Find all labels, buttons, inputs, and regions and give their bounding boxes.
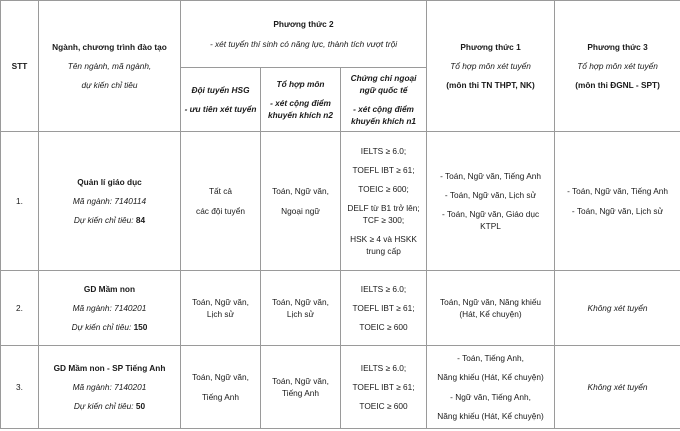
header-program-sub2: dự kiến chỉ tiêu	[81, 80, 138, 90]
header-tohop-sub: - xét cộng điểm khuyến khích n2	[267, 97, 333, 120]
row-tohop-line: Lịch sử	[286, 309, 315, 319]
row-tohop	[261, 346, 341, 429]
row-hsg-line: Lịch sử	[206, 309, 235, 319]
header-stt: STT	[1, 1, 39, 132]
header-pt1-sub2: (môn thi TN THPT, NK)	[446, 80, 535, 90]
row-cert-line: TOEFL IBT ≥ 61;	[352, 381, 415, 392]
row-cert-line: TOEFL IBT ≥ 61;	[352, 164, 415, 175]
row-pt1-line: KTPL	[480, 221, 501, 232]
header-certs-sub: - xét cộng điểm khuyến khích n1	[351, 104, 417, 127]
row-hsg	[181, 271, 261, 346]
row-program-code-text: Mã ngành: 7140114	[72, 195, 147, 206]
header-hsg-title: Đội tuyển HSG	[191, 84, 250, 95]
row-pt3-line: - Toán, Ngữ văn, Lịch sử	[571, 205, 664, 216]
header-hsg	[181, 68, 261, 132]
row-stt: 2.	[1, 271, 39, 346]
row-tohop-line: Toán, Ngữ văn,	[272, 296, 329, 307]
row-quota-label: Dự kiến chỉ tiêu:	[73, 215, 136, 225]
row-cert-line: TOEFL IBT ≥ 61;	[352, 302, 415, 313]
row-hsg-line: Tiếng Anh	[201, 391, 240, 402]
row-program-name: GD Mầm non - SP Tiếng Anh	[53, 362, 166, 373]
row-cert-line: IELTS ≥ 6.0;	[360, 283, 407, 294]
row-pt1-line: (Hát, Kể chuyện)	[459, 309, 522, 319]
row-quota-label: Dự kiến chỉ tiêu:	[71, 322, 134, 332]
header-pt3-title: Phương thức 3	[587, 41, 648, 52]
row-hsg-line: Toán, Ngữ văn,	[192, 296, 249, 307]
row-quota-value: 150	[133, 322, 148, 332]
header-pt1-title: Phương thức 1	[460, 41, 521, 52]
row-tohop-line: Ngoại ngữ	[281, 205, 320, 216]
row-cert-line: TOEIC ≥ 600	[359, 401, 408, 411]
row-pt3-line: Không xét tuyển	[587, 381, 648, 392]
row-program-code-text: Mã ngành: 7140201	[72, 381, 147, 392]
row-program-code-text: Mã ngành: 7140201	[72, 302, 147, 313]
row-cert-line: IELTS ≥ 6.0;	[360, 362, 407, 373]
header-tohop-title: Tổ hợp môn	[276, 78, 325, 89]
row-cert-line: HSK ≥ 4 và HSKK	[350, 234, 417, 245]
row-cert-line: trung cấp	[366, 246, 401, 257]
table-row	[1, 271, 680, 346]
row-cert-line: TOEIC ≥ 600;	[358, 183, 409, 194]
row-pt3	[555, 346, 680, 429]
header-pt3-sub1: Tổ hợp môn xét tuyển	[577, 60, 658, 71]
row-tohop	[261, 132, 341, 271]
row-cert-line: DELF từ B1 trở lên;	[347, 202, 420, 213]
header-program-sub1: Tên ngành, mã ngành,	[67, 60, 152, 71]
header-pt2	[181, 1, 427, 68]
row-pt1-line: - Toán, Ngữ văn, Tiếng Anh	[440, 170, 541, 181]
row-certs	[341, 132, 427, 271]
row-program	[39, 346, 181, 429]
header-pt3	[555, 1, 680, 132]
row-hsg-line: Tất cả	[208, 186, 233, 197]
header-row-1	[1, 1, 680, 68]
row-program-code	[42, 381, 177, 393]
header-pt2-desc: - xét tuyển thí sinh có năng lực, thành tích vượt trội	[209, 38, 398, 49]
header-pt1-sub1: Tổ hợp môn xét tuyển	[450, 60, 531, 71]
row-pt3-line: - Toán, Ngữ văn, Tiếng Anh	[567, 186, 668, 197]
row-certs	[341, 271, 427, 346]
row-program	[39, 271, 181, 346]
header-pt3-sub2: (môn thi ĐGNL - SPT)	[575, 80, 660, 90]
row-hsg-line: Toán, Ngữ văn,	[192, 372, 249, 383]
row-pt1	[427, 271, 555, 346]
row-pt1-line: - Ngữ văn, Tiếng Anh,	[450, 391, 531, 402]
table-row	[1, 346, 680, 429]
row-program-code	[42, 195, 177, 207]
row-tohop-line: Tiếng Anh	[281, 388, 320, 398]
header-program	[39, 1, 181, 132]
row-pt1	[427, 132, 555, 271]
row-program-quota	[42, 400, 177, 412]
row-quota-label: Dự kiến chỉ tiêu:	[73, 401, 136, 411]
row-quota-value: 50	[135, 401, 146, 411]
row-program-code	[42, 302, 177, 314]
row-hsg-line: các đội tuyển	[196, 205, 245, 216]
row-stt: 1.	[1, 132, 39, 271]
row-hsg	[181, 346, 261, 429]
row-cert-line: TCF ≥ 300;	[362, 215, 405, 225]
row-pt1-line: Toán, Ngữ văn, Năng khiếu	[440, 296, 542, 307]
row-stt: 3.	[1, 346, 39, 429]
row-pt3	[555, 132, 680, 271]
header-pt1	[427, 1, 555, 132]
row-program-name: GD Mầm non	[83, 283, 136, 294]
row-program-quota	[42, 214, 177, 226]
row-pt3-line: Không xét tuyển	[587, 302, 648, 313]
row-pt1-line: Năng khiếu (Hát, Kể chuyện)	[437, 410, 544, 421]
row-certs	[341, 346, 427, 429]
row-program-name: Quản lí giáo dục	[77, 176, 142, 187]
header-tohop	[261, 68, 341, 132]
row-cert-line: TOEIC ≥ 600	[359, 322, 408, 332]
header-hsg-sub: - ưu tiên xét tuyển	[184, 104, 257, 114]
row-program	[39, 132, 181, 271]
row-pt3	[555, 271, 680, 346]
row-cert-line: IELTS ≥ 6.0;	[360, 145, 407, 156]
table-row	[1, 132, 680, 271]
row-pt1-line: - Toán, Ngữ văn, Lịch sử	[444, 189, 537, 200]
row-pt1	[427, 346, 555, 429]
row-tohop	[261, 271, 341, 346]
row-pt1-line: - Toán, Ngữ văn, Giáo dục	[441, 209, 540, 219]
row-hsg	[181, 132, 261, 271]
row-quota-value: 84	[135, 215, 146, 225]
row-pt1-line: - Toán, Tiếng Anh,	[457, 353, 524, 364]
row-pt1-line: Năng khiếu (Hát, Kể chuyện)	[437, 372, 544, 383]
row-tohop-line: Toán, Ngữ văn,	[272, 375, 329, 386]
row-tohop-line: Toán, Ngữ văn,	[272, 186, 329, 197]
row-program-quota	[42, 321, 177, 333]
header-certs	[341, 68, 427, 132]
header-program-title: Ngành, chương trình đào tạo	[52, 41, 167, 52]
header-pt2-title: Phương thức 2	[273, 19, 334, 30]
header-certs-title: Chứng chỉ ngoại ngữ quốc tế	[350, 72, 417, 95]
